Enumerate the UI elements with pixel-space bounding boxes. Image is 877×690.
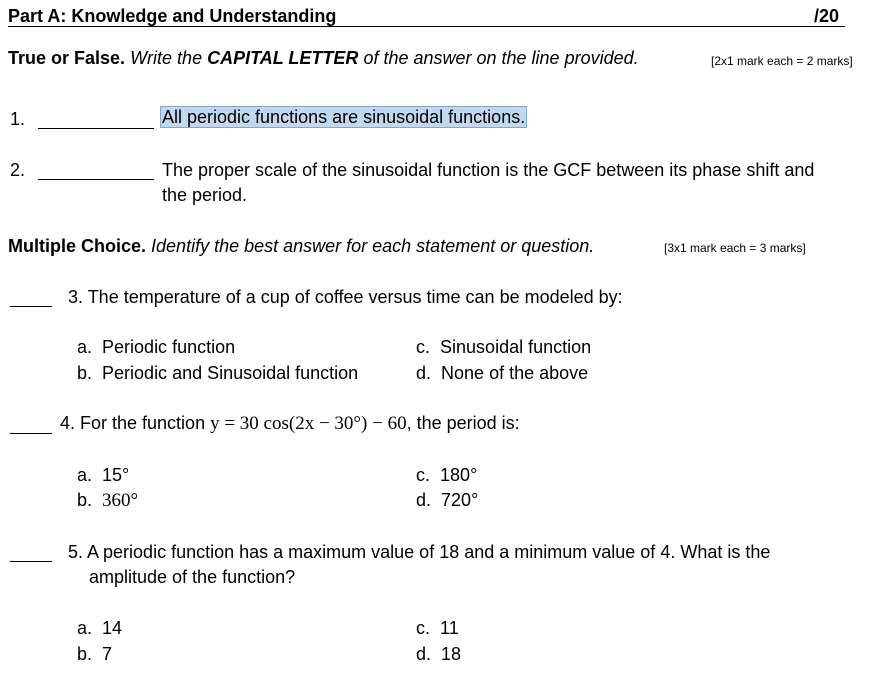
q3-option-c: c. Sinusoidal function (416, 337, 592, 357)
q3-option-a: a. Periodic function (77, 337, 236, 357)
tf-statement-1-text: All periodic functions are sinusoidal functions. (162, 107, 526, 127)
answer-line-2[interactable] (38, 179, 154, 180)
q5-option-a: a. 14 (77, 618, 123, 638)
total-score: /20 (814, 6, 840, 26)
q4-equation: y = 30 cos(2x − 30°) − 60 (210, 413, 407, 434)
q5-option-c: c. 11 (416, 618, 459, 638)
tf-number-2: 2. (10, 160, 26, 180)
mc-answer-line-4[interactable] (10, 433, 52, 434)
tf-instruction-end: of the answer on the line provided. (358, 48, 639, 68)
mc-question-5-line1: 5. A periodic function has a maximum value of 18 and a minimum value of 4. What is the (68, 542, 771, 562)
true-false-title: True or False. (8, 48, 126, 68)
tf-number-1: 1. (10, 109, 26, 129)
answer-line-1[interactable] (38, 128, 154, 129)
q3-option-b: b. Periodic and Sinusoidal function (77, 363, 359, 383)
multiple-choice-heading (8, 236, 594, 257)
mc-question-4: 4. For the function y = 30 cos(2x − 30°) − 60, the period is: (60, 413, 520, 434)
true-false-heading (8, 48, 639, 69)
section-title: Part A: Knowledge and Understanding (8, 6, 337, 26)
header-rule (8, 26, 845, 27)
mc-answer-line-3[interactable] (10, 306, 52, 307)
q5-option-d: d. 18 (416, 644, 462, 664)
tf-statement-1 (161, 107, 526, 128)
mc-question-3: 3. The temperature of a cup of coffee versus time can be modeled by: (68, 287, 623, 307)
tf-marks: [2x1 mark each = 2 marks] (711, 54, 853, 68)
q5-option-b: b. 7 (77, 644, 113, 664)
mc-instruction: Identify the best answer for each statement or question. (151, 236, 595, 256)
mc-title: Multiple Choice. (8, 236, 147, 256)
tf-statement-2-line2: the period. (162, 185, 248, 205)
tf-instruction: Write the (130, 48, 208, 68)
q4-option-d: d. 720° (416, 490, 479, 510)
q4-option-b: b. 360° (77, 490, 139, 511)
q3-option-d: d. None of the above (416, 363, 589, 383)
mc-question-5-line2: amplitude of the function? (89, 567, 296, 587)
tf-statement-2-line1: The proper scale of the sinusoidal function is the GCF between its phase shift and (162, 160, 815, 180)
tf-instruction-bold: CAPITAL LETTER (207, 48, 359, 68)
q4-option-c: c. 180° (416, 465, 478, 485)
mc-answer-line-5[interactable] (10, 561, 52, 562)
q4-option-a: a. 15° (77, 465, 130, 485)
mc-marks: [3x1 mark each = 3 marks] (664, 241, 806, 255)
